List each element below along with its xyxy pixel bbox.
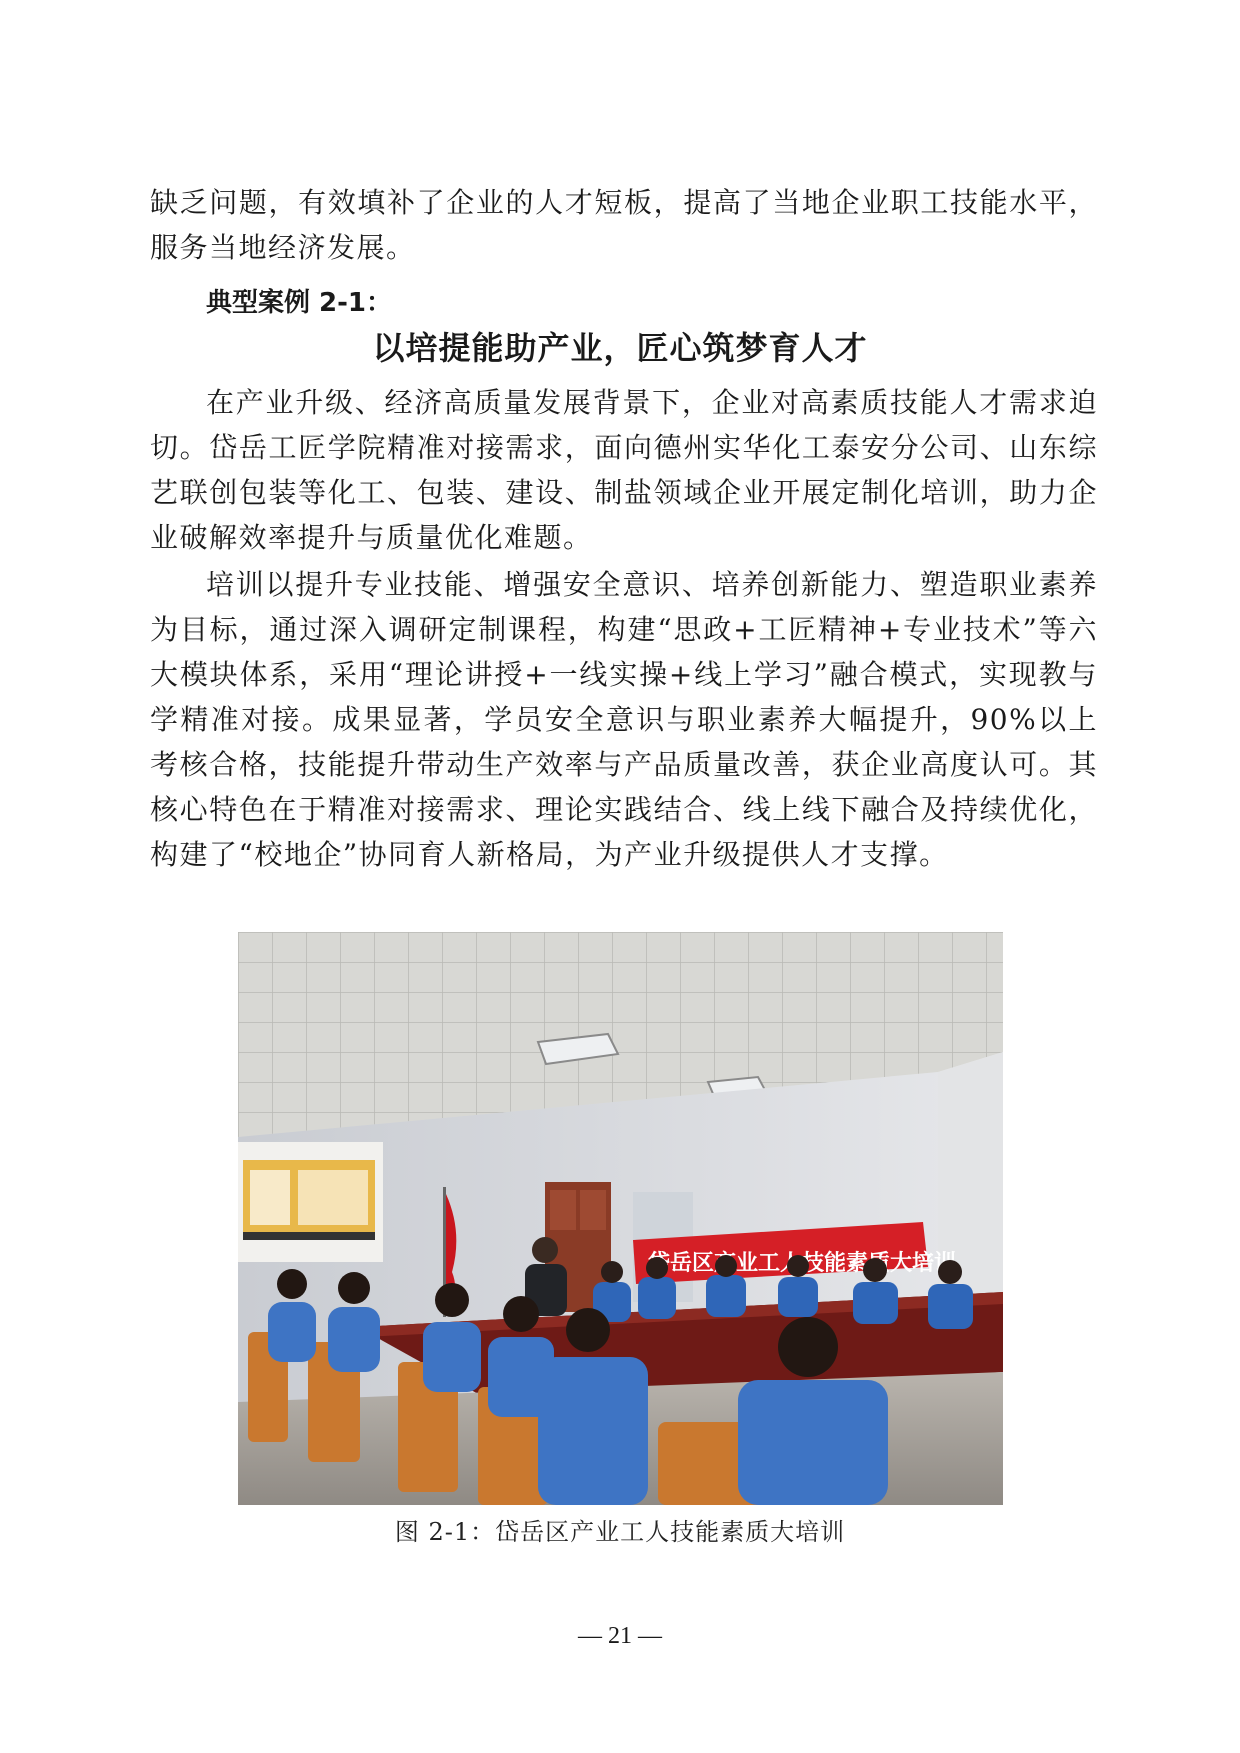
- training-photo: [238, 932, 1003, 1505]
- intro-paragraph: 缺乏问题，有效填补了企业的人才短板，提高了当地企业职工技能水平，服务当地经济发展。: [150, 186, 1098, 264]
- figure-caption: 图 2-1：岱岳区产业工人技能素质大培训: [394, 1518, 846, 1546]
- case-label: 典型案例 2-1：: [206, 288, 393, 318]
- case-paragraph-2: 培训以提升专业技能、增强安全意识、培养创新能力、塑造职业素养为目标，通过深入调研定制课程，构建“思政+工匠精神+专业技术”等六大模块体系，采用“理论讲授+一线实操+线上学习”融合模式，实现教与学精准对接。成果显著，学员安全意识与职业素养大幅提升，90%以上考核合格，技能提升带动生产效率与产品质量改善，获企业高度认可。其核心特色在于精准对接需求、理论实践结合、线上线下融合及持续优化，构建了“校地企”协同育人新格局，为产业升级提供人才支撑。: [150, 568, 1098, 871]
- case-paragraph-1: 在产业升级、经济高质量发展背景下，企业对高素质技能人才需求迫切。岱岳工匠学院精准对接需求，面向德州实华化工泰安分公司、山东综艺联创包装等化工、包装、建设、制盐领域企业开展定制化培训，助力企业破解效率提升与质量优化难题。: [150, 386, 1098, 554]
- case-title: 以培提能助产业，匠心筑梦育人才: [372, 329, 868, 367]
- page-number: — 21 —: [578, 1623, 662, 1649]
